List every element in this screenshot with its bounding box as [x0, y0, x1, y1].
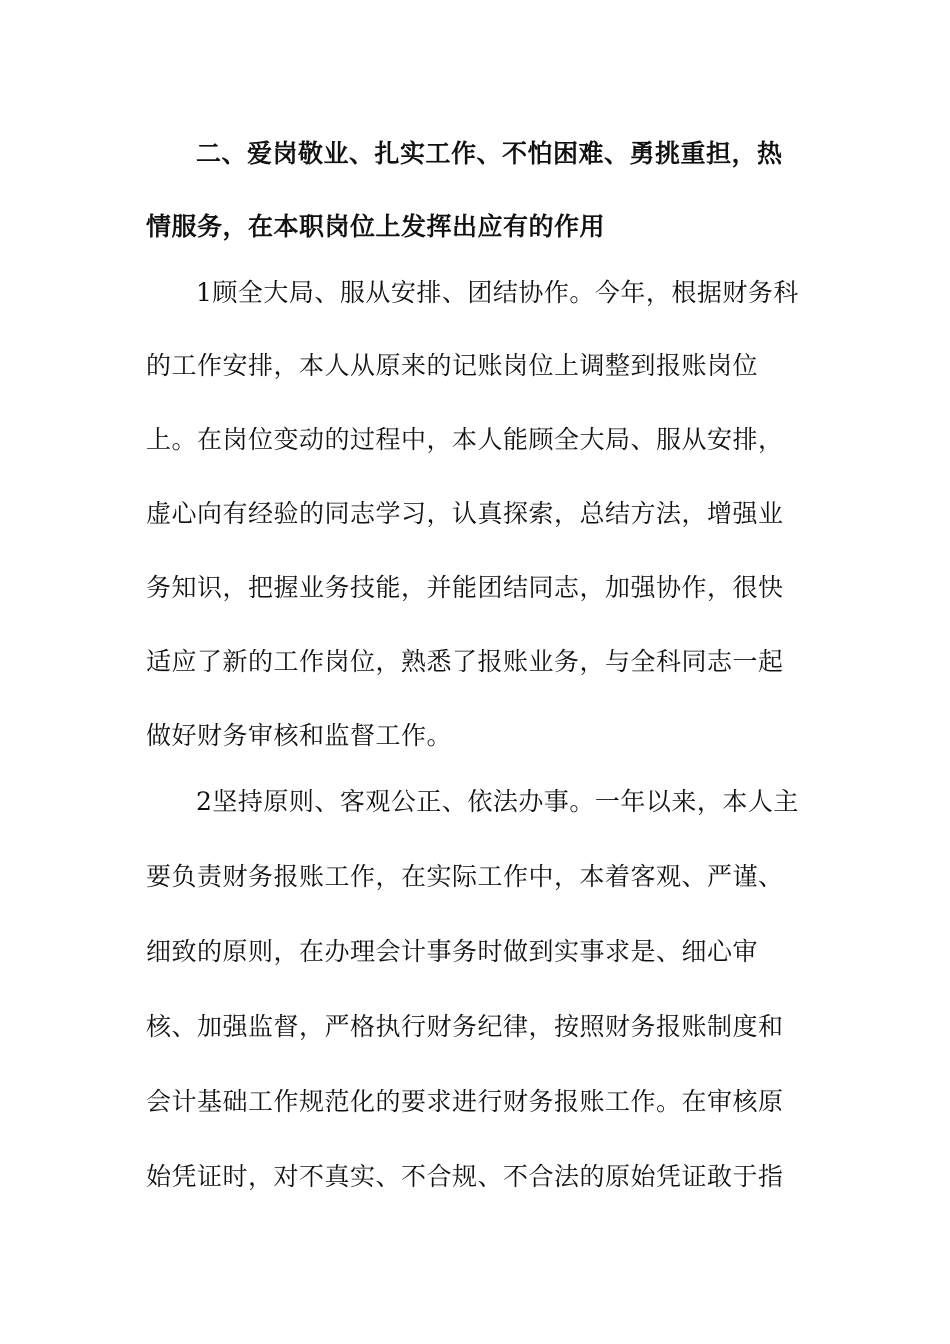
paragraph-2-line-1: 2坚持原则、客观公正、依法办事。一年以来，本人主 — [196, 787, 799, 816]
paragraph-1-line-6: 适应了新的工作岗位，熟悉了报账业务，与全科同志一起 — [146, 647, 784, 676]
section-heading-line-1: 二、爱岗敬业、扎实工作、不怕困难、勇挑重担，热 — [196, 139, 783, 168]
paragraph-1-line-4: 虚心向有经验的同志学习，认真探索，总结方法，增强业 — [146, 499, 784, 528]
paragraph-1-line-5: 务知识，把握业务技能，并能团结同志，加强协作，很快 — [146, 573, 784, 602]
paragraph-1-line-3: 上。在岗位变动的过程中，本人能顾全大局、服从安排， — [146, 425, 784, 454]
paragraph-1-line-1: 1顾全大局、服从安排、团结协作。今年，根据财务科 — [196, 278, 799, 307]
paragraph-1-line-2: 的工作安排，本人从原来的记账岗位上调整到报账岗位 — [146, 351, 759, 380]
paragraph-2-line-5: 会计基础工作规范化的要求进行财务报账工作。在审核原 — [146, 1087, 784, 1116]
paragraph-2-line-2: 要负责财务报账工作，在实际工作中，本着客观、严谨、 — [146, 862, 784, 891]
section-heading-line-2: 情服务，在本职岗位上发挥出应有的作用 — [146, 212, 606, 241]
paragraph-2-line-4: 核、加强监督，严格执行财务纪律，按照财务报账制度和 — [146, 1012, 784, 1041]
paragraph-1-line-7: 做好财务审核和监督工作。 — [146, 721, 453, 750]
paragraph-2-line-6: 始凭证时，对不真实、不合规、不合法的原始凭证敢于指 — [146, 1162, 784, 1191]
paragraph-2-line-3: 细致的原则，在办理会计事务时做到实事求是、细心审 — [146, 937, 759, 966]
